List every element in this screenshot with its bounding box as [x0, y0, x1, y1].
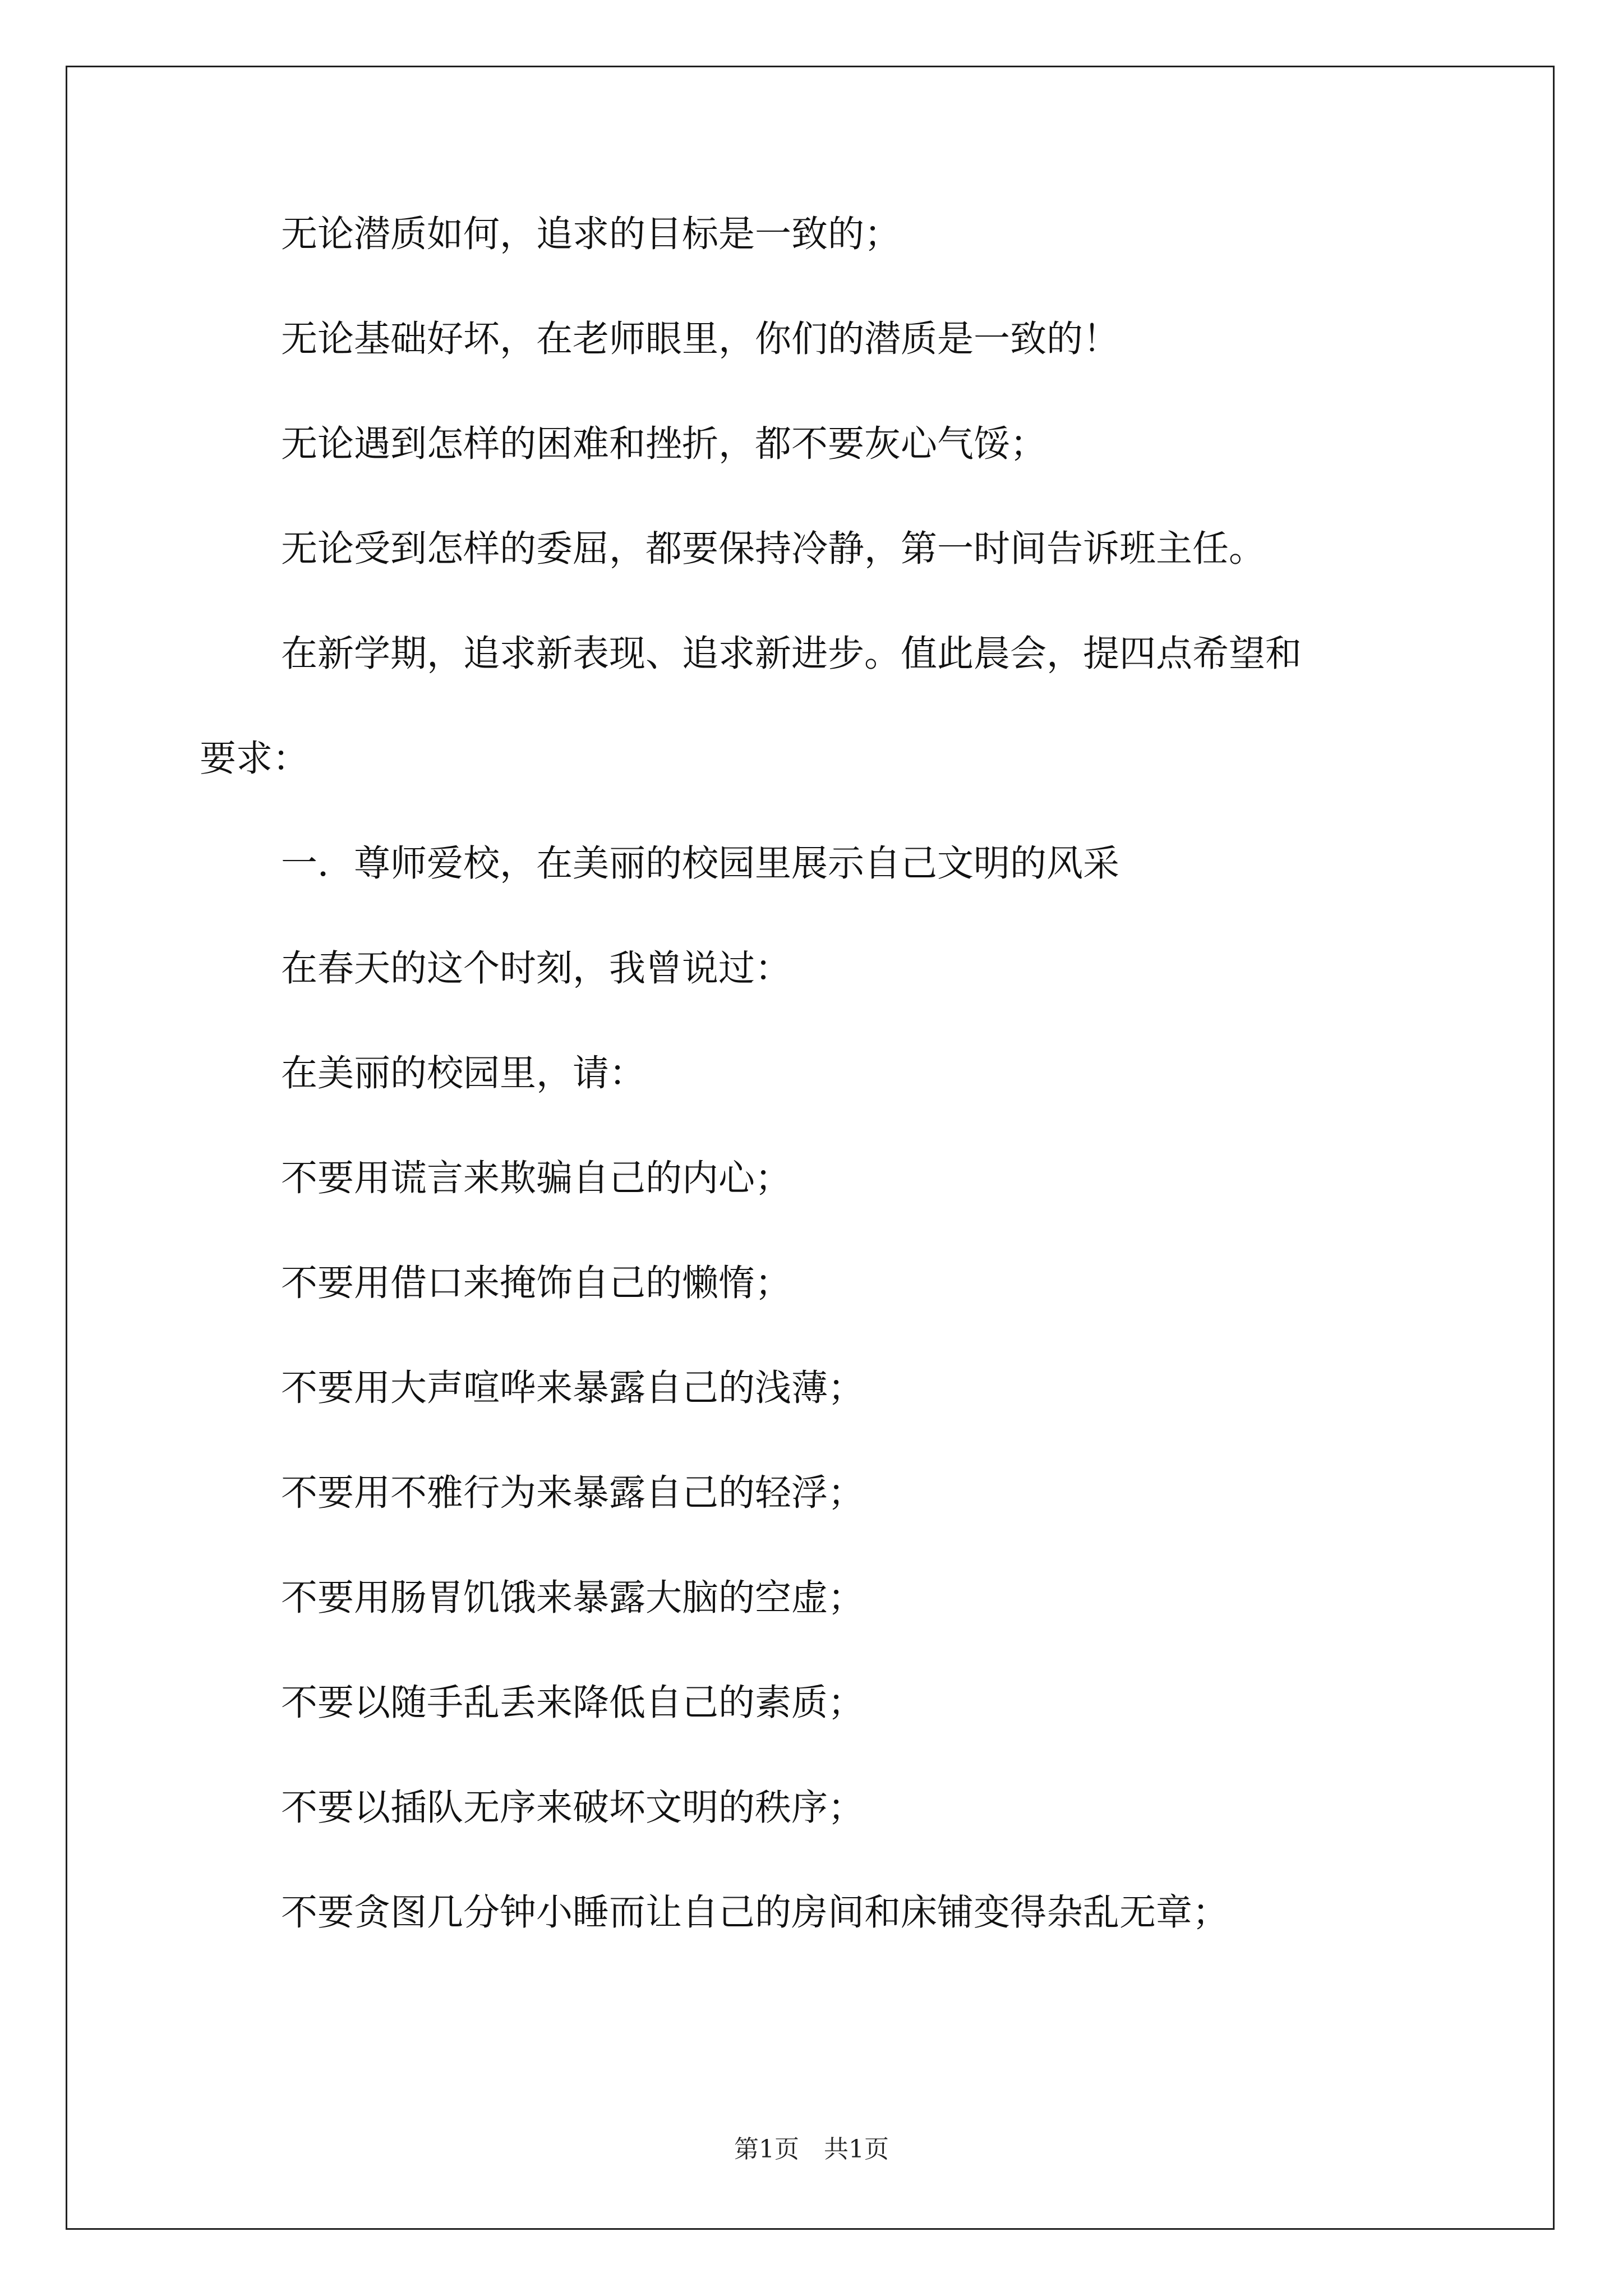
page-footer: 第1页 共1页: [734, 2135, 889, 2164]
list-item: 不要用不雅行为来暴露自己的轻浮；: [281, 1472, 865, 1514]
list-item: 不要用大声喧哗来暴露自己的浅薄；: [281, 1367, 865, 1409]
paragraph-2: 无论基础好坏，在老师眼里，你们的潜质是一致的！: [281, 318, 1120, 360]
paragraph-5-continuation: 要求：: [200, 738, 310, 780]
list-item: 不要用肠胃饥饿来暴露大脑的空虚；: [281, 1577, 865, 1619]
list-item: 不要以随手乱丢来降低自己的素质；: [281, 1682, 865, 1724]
list-item: 不要以插队无序来破坏文明的秩序；: [281, 1787, 865, 1829]
paragraph-4: 无论受到怎样的委屈，都要保持冷静，第一时间告诉班主任。: [281, 528, 1266, 570]
paragraph-7: 在美丽的校园里，请：: [281, 1052, 646, 1094]
list-item: 不要贪图几分钟小睡而让自己的房间和床铺变得杂乱无章；: [281, 1892, 1229, 1934]
paragraph-6: 在春天的这个时刻，我曾说过：: [281, 947, 792, 990]
section-heading-1: 一．尊师爱校，在美丽的校园里展示自己文明的风采: [281, 843, 1120, 885]
paragraph-5: 在新学期，追求新表现、追求新进步。值此晨会，提四点希望和: [281, 633, 1302, 675]
list-item: 不要用借口来掩饰自己的懒惰；: [281, 1262, 792, 1304]
paragraph-3: 无论遇到怎样的困难和挫折，都不要灰心气馁；: [281, 423, 1047, 465]
paragraph-1: 无论潜质如何，追求的目标是一致的；: [281, 213, 901, 255]
list-item: 不要用谎言来欺骗自己的内心；: [281, 1157, 792, 1199]
